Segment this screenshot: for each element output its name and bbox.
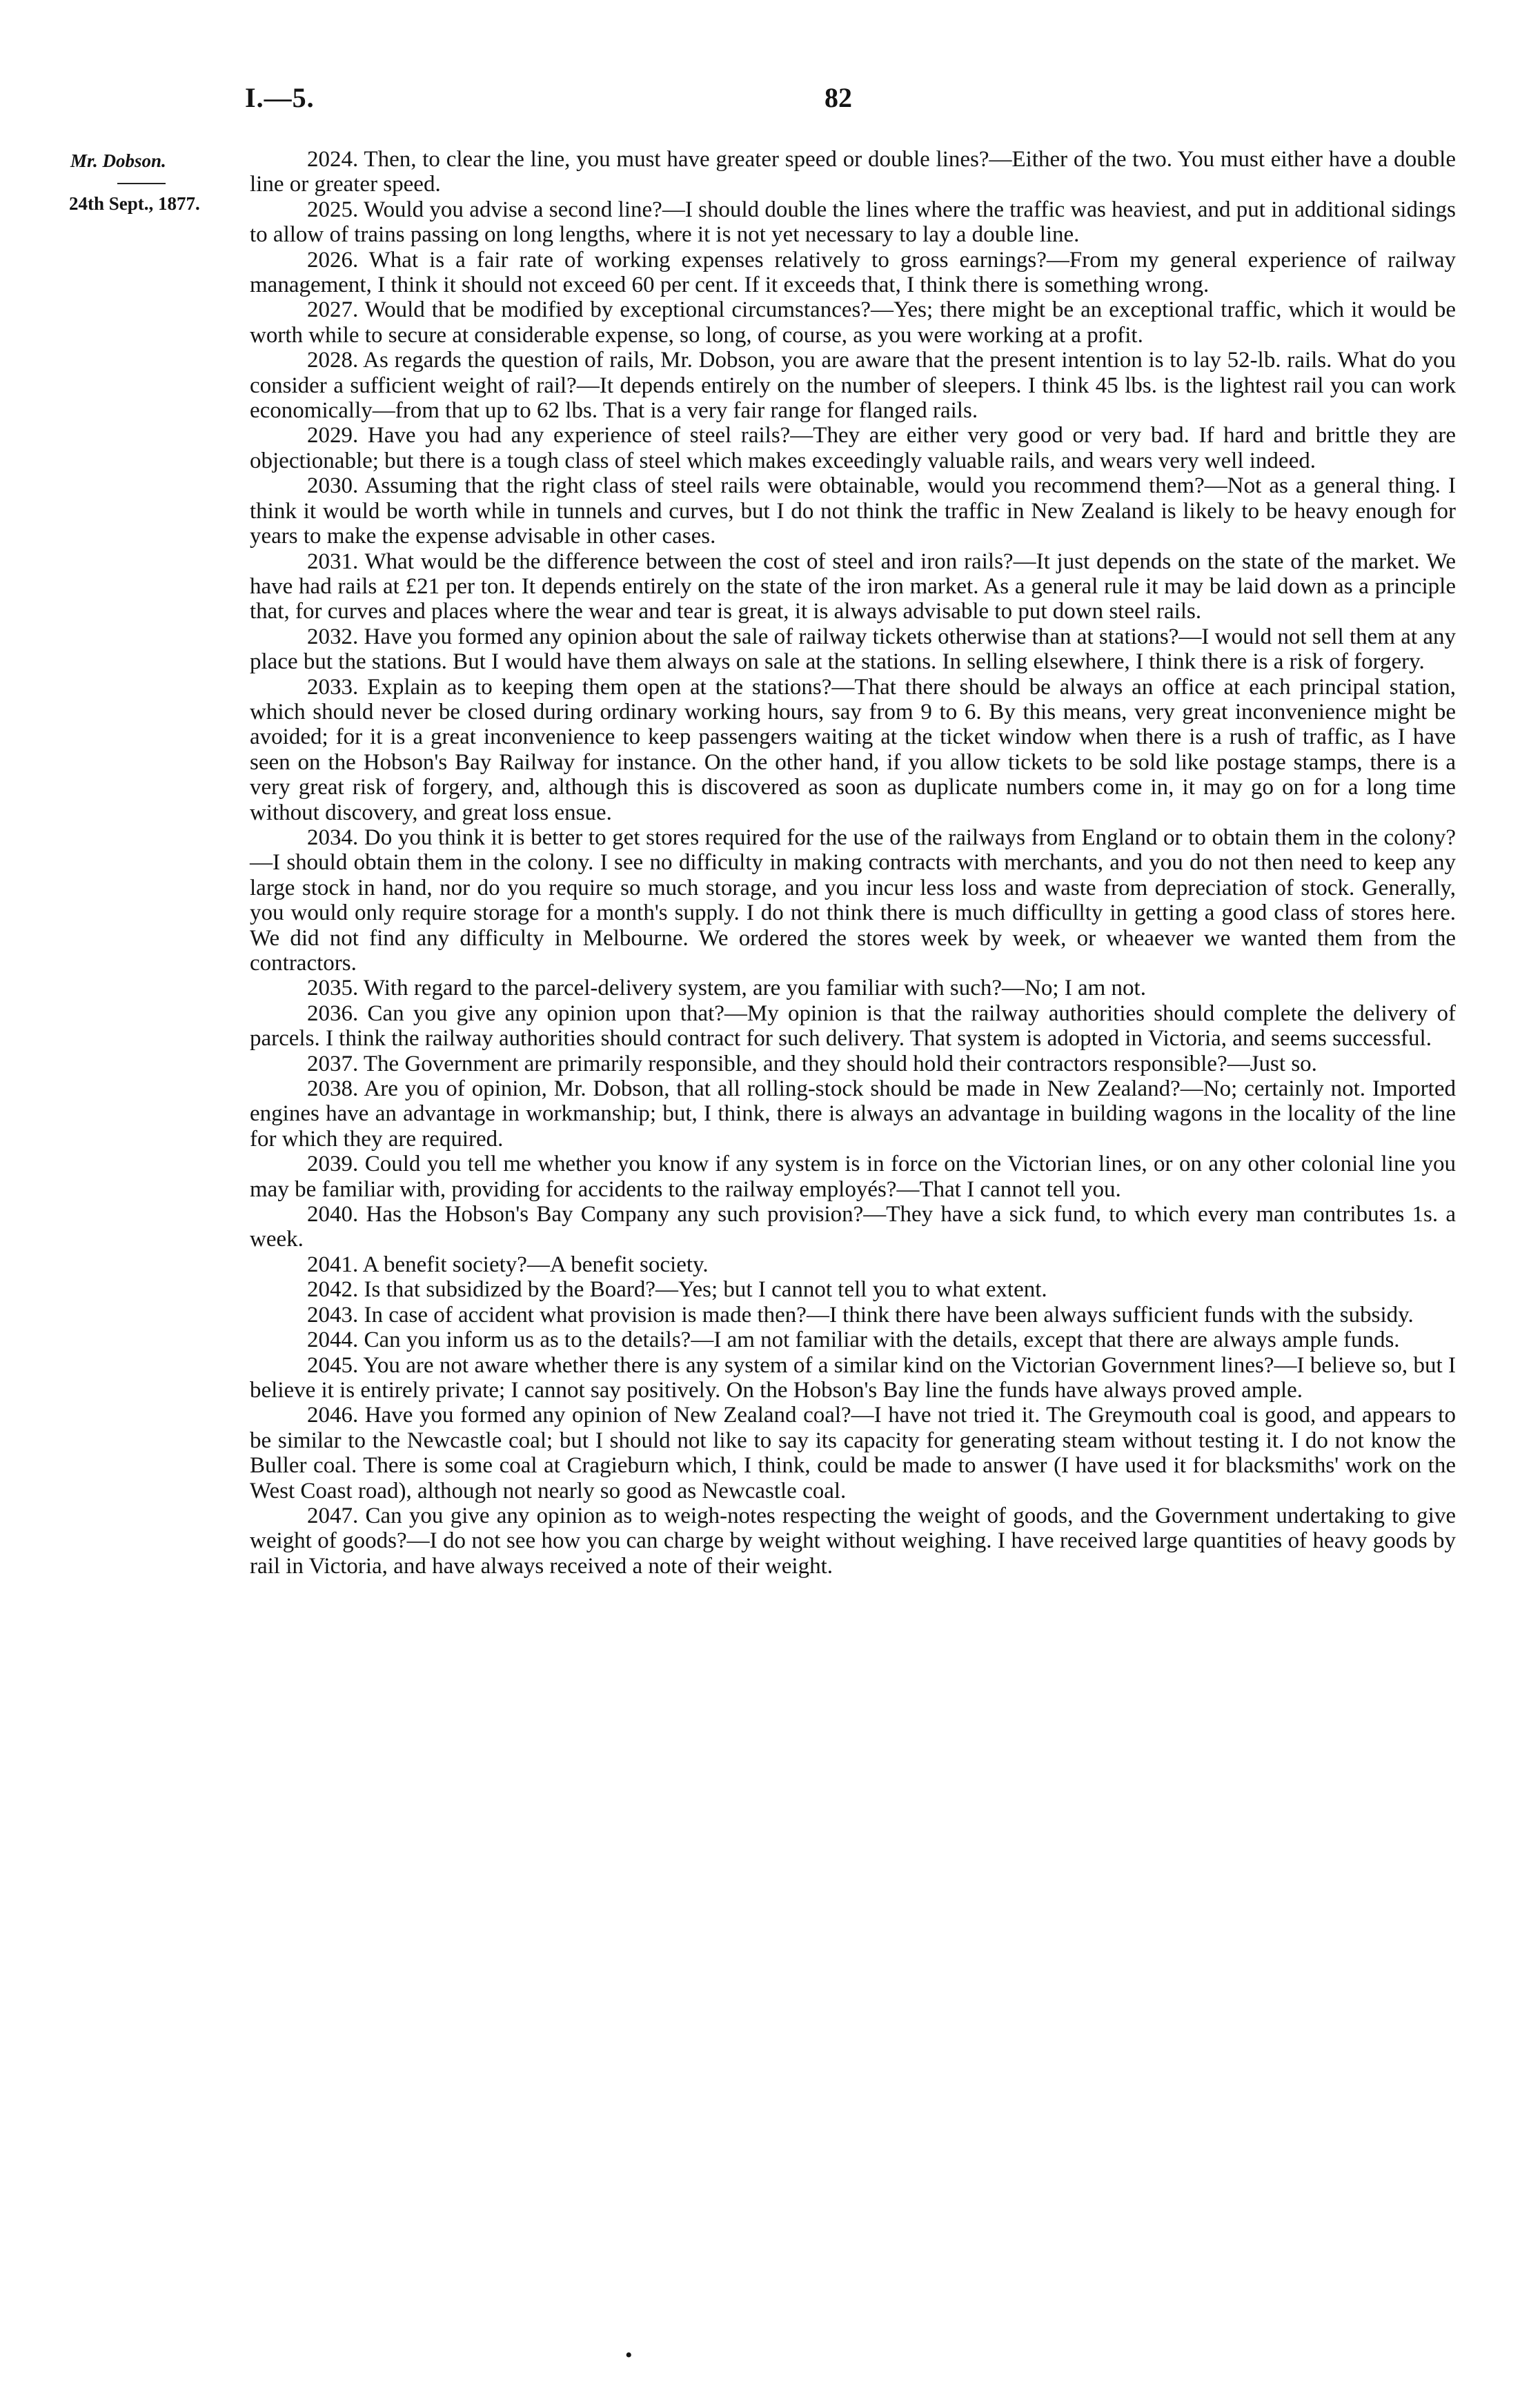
paragraph-2026: 2026. What is a fair rate of working expenses relatively to gross earnings?—From my general experience of railway management, I think it should not exceed 60 per cent. If it exceeds that, I think there is something wrong. [250, 247, 1456, 298]
sitting-date: 24th Sept., 1877. [69, 193, 200, 214]
paragraph-2047: 2047. Can you give any opinion as to weigh-notes respecting the weight of goods, and the Government undertaking to give weight of goods?—I do not see how you can charge by weight without weighing. I have received large quantities of heavy goods by rail in Victoria, and have always received a note of their weight. [250, 1503, 1456, 1579]
evidence-text [250, 147, 1456, 1579]
end-mark: • [625, 2344, 633, 2367]
paragraph-2030: 2030. Assuming that the right class of steel rails were obtainable, would you recommend them?—Not as a general thing. I think it would be worth while in tunnels and curves, but I do not think the traffic in New Zealand is likely to be heavy enough for years to make the expense advisable in other cases. [250, 473, 1456, 549]
margin-rule [117, 183, 166, 184]
paragraph-2046: 2046. Have you formed any opinion of New Zealand coal?—I have not tried it. The Greymouth coal is good, and appears to be similar to the Newcastle coal; but I should not like to say its capacity for generating steam without testing it. I do not know the Buller coal. There is some coal at Cragieburn which, I think, could be made to answer (I have used it for blacksmiths' work on the West Coast road), although not nearly so good as Newcastle coal. [250, 1403, 1456, 1503]
paragraph-2039: 2039. Could you tell me whether you know if any system is in force on the Victorian lines, or on any other colonial line you may be familiar with, providing for accidents to the railway employés?—That I cannot tell you. [250, 1152, 1456, 1202]
paragraph-2029: 2029. Have you had any experience of steel rails?—They are either very good or very bad. If hard and brittle they are objectionable; but there is a tough class of steel which makes exceedingly valuable rails, and wears very well indeed. [250, 423, 1456, 473]
paper-reference: I.—5. [245, 82, 315, 113]
paragraph-2042: 2042. Is that subsidized by the Board?—Yes; but I cannot tell you to what extent. [307, 1277, 1047, 1303]
paragraph-2045: 2045. You are not aware whether there is any system of a similar kind on the Victorian Government lines?—I believe so, but I believe it is entirely private; I cannot say positively. On the Hobson's Bay line the funds have always proved ample. [250, 1352, 1456, 1403]
page-number: 82 [825, 82, 852, 113]
paragraph-2034: 2034. Do you think it is better to get stores required for the use of the railways from England or to obtain them in the colony?—I should obtain them in the colony. I see no difficulty in making contracts with merchants, and you do not then need to keep any large stock in hand, nor do you require so much storage, and you incur less loss and waste from depreciation of stock. Generally, you would only require storage for a month's supply. I do not think there is much difficullty in getting a good class of stores here. We did not find any difficulty in Melbourne. We ordered the stores week by week, or wheaever we wanted them from the contractors. [250, 825, 1456, 976]
paragraph-2036: 2036. Can you give any opinion upon that?—My opinion is that the railway authorities should complete the delivery of parcels. I think the railway authorities should contract for such delivery. That system is adopted in Victoria, and seems successful. [250, 1000, 1456, 1052]
witness-name: Mr. Dobson. [70, 150, 166, 171]
paragraph-2035: 2035. With regard to the parcel-delivery system, are you familiar with such?—No; I am not. [307, 976, 1146, 1001]
paragraph-2038: 2038. Are you of opinion, Mr. Dobson, that all rolling-stock should be made in New Zealand?—No; certainly not. Imported engines have an advantage in workmanship; but, I think, there is always an advantage in building wagons in the locality of the line for which they are required. [250, 1076, 1456, 1152]
paragraph-2027: 2027. Would that be modified by exceptional circumstances?—Yes; there might be an exceptional traffic, which it would be worth while to secure at considerable expense, so long, of course, as you were working at a profit. [250, 297, 1456, 348]
paragraph-2041: 2041. A benefit society?—A benefit society. [307, 1252, 709, 1277]
paragraph-2037: 2037. The Government are primarily responsible, and they should hold their contractors responsible?—Just so. [307, 1051, 1317, 1076]
paragraph-2033: 2033. Explain as to keeping them open at the stations?—That there should be always an office at each principal station, which should never be closed during ordinary working hours, say from 9 to 6. By this means, very great inconvenience might be avoided; for it is a great inconvenience to keep passengers waiting at the ticket window when there is a rush of traffic, as I have seen on the Hobson's Bay Railway for instance. On the other hand, if you allow tickets to be sold like postage stamps, there is a very great risk of forgery, and, although this is discovered as soon as duplicate numbers come in, it may go on for a long time without discovery, and great loss ensue. [250, 674, 1456, 825]
paragraph-2024: 2024. Then, to clear the line, you must have greater speed or double lines?—Either of the two. You must either have a double line or greater speed. [250, 147, 1456, 197]
paragraph-2032: 2032. Have you formed any opinion about the sale of railway tickets otherwise than at stations?—I would not sell them at any place but the stations. But I would have them always on sale at the stations. In selling elsewhere, I think there is a risk of forgery. [250, 624, 1456, 675]
paragraph-2044: 2044. Can you inform us as to the details?—I am not familiar with the details, except that there are always ample funds. [307, 1328, 1400, 1353]
paragraph-2043: 2043. In case of accident what provision is made then?—I think there have been always sufficient funds with the subsidy. [307, 1302, 1414, 1328]
margin-note [69, 148, 238, 216]
paragraph-2025: 2025. Would you advise a second line?—I should double the lines where the traffic was heaviest, and put in additional sidings to allow of trains passing on long lengths, where it is not yet necessary to lay a double line. [250, 197, 1456, 248]
paragraph-2031: 2031. What would be the difference between the cost of steel and iron rails?—It just depends on the state of the market. We have had rails at £21 per ton. It depends entirely on the state of the iron market. As a general rule it may be laid down as a principle that, for curves and places where the wear and tear is great, it is always advisable to put down steel rails. [250, 549, 1456, 624]
paragraph-2040: 2040. Has the Hobson's Bay Company any such provision?—They have a sick fund, to which every man contributes 1s. a week. [250, 1202, 1456, 1252]
paragraph-2028: 2028. As regards the question of rails, Mr. Dobson, you are aware that the present intention is to lay 52-lb. rails. What do you consider a sufficient weight of rail?—It depends entirely on the number of sleepers. I think 45 lbs. is the lightest rail you can work economically—from that up to 62 lbs. That is a very fair range for flanged rails. [250, 348, 1456, 424]
